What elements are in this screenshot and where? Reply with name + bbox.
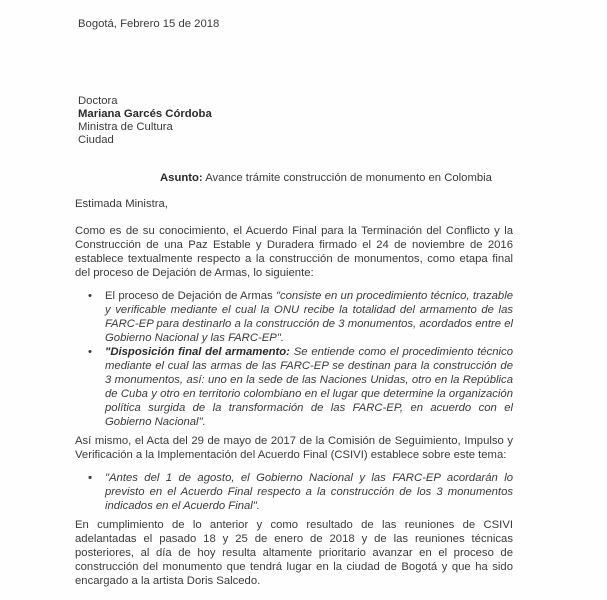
bullet-lead: El proceso de Dejación de Armas	[105, 290, 276, 302]
bullet-quote: Se entiende como el procedimiento técnico mediante el cual las armas de las FARC-EP se destinan para la construcción de 3 monumentos, así: uno en la sede de las Naciones Unidas, otro en la República de Cuba y otro en territorio colombiano en el lugar que determine la organización política surgida de la transformación de las FARC-EP, en acuerdo con el Gobierno Nacional".	[105, 346, 513, 428]
list-item	[88, 345, 513, 429]
paragraph-1: Como es de su conocimiento, el Acuerdo Final para la Terminación del Conflicto y la Construcción de una Paz Estable y Duradera firmado el 24 de noviembre de 2016 establece textualmente respecto a la construcción de monumentos, como etapa final del proceso de Dejación de Armas, lo siguiente:	[75, 225, 513, 279]
subject-text: Avance trámite construcción de monumento en Colombia	[205, 172, 492, 184]
paragraph-2: Así mismo, el Acta del 29 de mayo de 2017 de la Comisión de Seguimiento, Impulso y Verificación a la Implementación del Acuerdo Final (CSIVI) establece sobre este tema:	[75, 435, 513, 461]
paragraph-3: En cumplimiento de lo anterior y como resultado de las reuniones de CSIVI adelantadas el pasado 18 y 25 de enero de 2018 y de las reuniones técnicas posteriores, al día de hoy resulta altamente prioritario avanzar en el proceso de construcción del monumento que tendrá lugar en la ciudad de Bogotá y que ha sido encargado a la artista Doris Salcedo.	[75, 519, 513, 587]
bullet-icon: •	[88, 346, 92, 358]
subject-label: Asunto:	[160, 172, 203, 184]
list-item	[88, 289, 514, 345]
list-item	[88, 471, 513, 513]
bullet-bold-term: "Disposición final del armamento:	[105, 346, 290, 358]
recipient-position: Ministra de Cultura	[78, 121, 173, 133]
bullet-quote: "Antes del 1 de agosto, el Gobierno Nacional y las FARC-EP acordarán lo previsto en el Acuerdo Final respecto a la construcción de los 3 monumentos indicados en el Acuerdo Final".	[105, 472, 513, 512]
subject-line	[160, 172, 492, 184]
recipient-city: Ciudad	[78, 134, 114, 146]
recipient-name: Mariana Garcés Córdoba	[78, 108, 212, 120]
letter-body	[75, 197, 513, 597]
bullet-quote: "consiste en un procedimiento técnico, trazable y verificable mediante el cual la ONU recibe la totalidad del armamento de las FARC-EP para destinarlo a la construcción de 3 monumentos, acordados entre el Gobierno Nacional y las FARC-EP".	[105, 290, 514, 344]
recipient-title: Doctora	[78, 95, 118, 107]
recipient-block	[78, 95, 212, 147]
csivi-quotes-list	[75, 471, 513, 513]
letter-date: Bogotá, Febrero 15 de 2018	[78, 18, 220, 30]
bullet-icon: ▪	[88, 472, 93, 484]
greeting: Estimada Ministra,	[75, 198, 168, 210]
bullet-icon: •	[88, 290, 92, 302]
agreement-quotes-list	[75, 289, 513, 429]
